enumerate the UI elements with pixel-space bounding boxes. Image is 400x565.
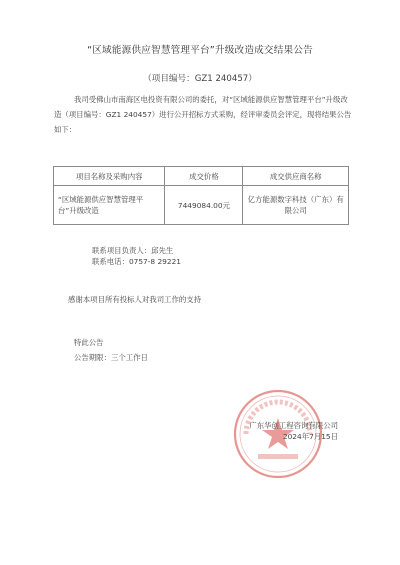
thanks-line: 感谢本项目所有投标人对我司工作的支持	[68, 295, 202, 304]
cell-price: 7449084.00元	[165, 186, 243, 225]
table-row	[54, 186, 349, 225]
contact-person: 联系项目负责人：邱先生	[92, 246, 174, 255]
contact-block	[92, 245, 181, 267]
header-supplier: 成交供应商名称	[243, 167, 349, 186]
header-project: 项目名称及采购内容	[54, 167, 165, 186]
signoff-date: 2024年7月15日	[282, 432, 338, 441]
page-title: “区域能源供应智慧管理平台”升级改造成交结果公告	[87, 45, 313, 56]
notice-label: 特此公告	[74, 338, 104, 347]
intro-paragraph: 我司受佛山市南海区电投资有限公司的委托，对“区域能源供应智慧管理平台”升级改造（项目编号：GZ1 240457）进行公开招标方式采购，经评审委员会评定，现将结果公告如下：	[54, 95, 352, 134]
notice-block	[74, 336, 148, 365]
signoff-block	[228, 420, 338, 442]
signoff-company: 广东华创工程咨询有限公司	[249, 421, 338, 430]
header-price: 成交价格	[165, 167, 243, 186]
project-number: （项目编号：GZ1 240457）	[143, 74, 257, 84]
contact-phone: 联系电话：0757-8 29221	[92, 257, 181, 266]
cell-supplier: 亿方能源数字科技（广东）有限公司	[243, 186, 349, 225]
cell-project: “区域能源供应智慧管理平台”升级改造	[54, 186, 165, 225]
result-table	[53, 166, 349, 225]
table-header-row	[54, 167, 349, 186]
notice-period: 公告期限：三个工作日	[74, 352, 148, 362]
